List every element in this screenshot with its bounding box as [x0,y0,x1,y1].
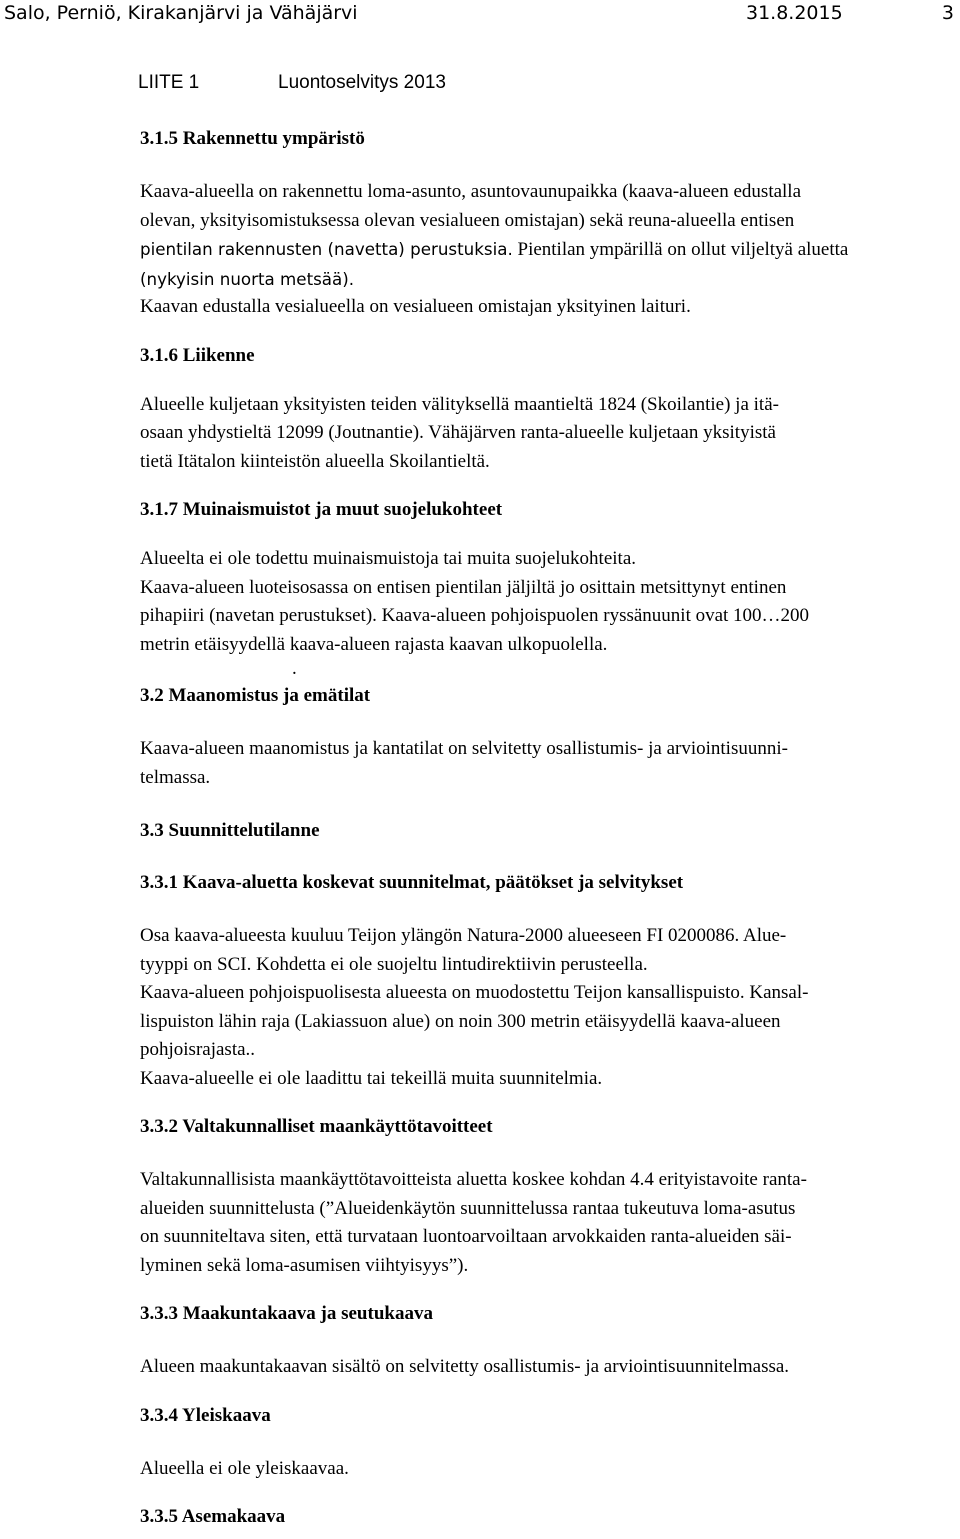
section-heading: 3.3.2 Valtakunnalliset maankäyttötavoitteet [140,1116,493,1137]
section-heading: 3.1.5 Rakennettu ympäristö [140,128,365,149]
section-heading: 3.3.1 Kaava-aluetta koskevat suunnitelmat, päätökset ja selvitykset [140,872,684,893]
section-heading: 3.1.6 Liikenne [140,344,255,366]
paragraph-line: Kaava-alueen maanomistus ja kantatilat on selvitetty osallistumis- ja arviointisuunni- [140,738,788,759]
paragraph-line: Kaavan edustalla vesialueella on vesialueen omistajan yksityinen laituri. [140,296,691,317]
section-heading: 3.3 Suunnittelutilanne [140,820,320,841]
line-part: Pientilan ympärillä on ollut viljeltyä aluetta [512,239,849,260]
paragraph-line: Kaava-alueella on rakennettu loma-asunto, asuntovaunupaikka (kaava-alueen edustalla [140,181,802,202]
section-3-3-2 [140,1114,940,1280]
paragraph-line: alueiden suunnittelusta (”Alueidenkäytön suunnittelussa rantaa tukeutuva loma-asutus [140,1197,796,1219]
paragraph-line [140,235,940,265]
section-3-3-4 [140,1403,940,1484]
section-heading: 3.2 Maanomistus ja emätilat [140,685,371,706]
paragraph-line: (nykyisin nuorta metsää). [140,268,355,289]
section-3-3-5 [140,1504,940,1530]
paragraph-line: Alueelle kuljetaan yksityisten teiden välityksellä maantieltä 1824 (Skoilantie) ja itä- [140,393,779,415]
paragraph-line: tietä Itätalon kiinteistön alueella Skoilantieltä. [140,450,490,472]
section-3-2 [140,683,940,792]
paragraph-line: Kaava-alueen luoteisosassa on entisen pientilan jäljiltä jo osittain metsittynyt entinen [140,576,787,598]
paragraph-line: telmassa. [140,766,211,788]
section-heading: 3.3.3 Maakuntakaava ja seutukaava [140,1303,433,1324]
document-title: Salo, Perniö, Kirakanjärvi ja Vähäjärvi [4,2,358,24]
paragraph-line: pihapiiri (navetan perustukset). Kaava-alueen pohjoispuolen ryssänuunit ovat 100…200 [140,605,810,626]
paragraph-line: Alueelta ei ole todettu muinaismuistoja tai muita suojelukohteita. [140,548,637,569]
section-3-3 [140,818,940,844]
section-3-3-1 [140,870,940,1093]
appendix-number: LIITE 1 [138,72,200,93]
paragraph-line [140,419,940,448]
document-body [140,126,940,1530]
paragraph-line: lispuiston lähin raja (Lakiassuon alue) on noin 300 metrin etäisyydellä kaava-alueen [140,1010,781,1032]
line-part: osaan yhdystieltä 12099 (Joutnantie). [140,422,424,443]
page-number: 3 [941,2,954,24]
paragraph-line: metrin etäisyydellä kaava-alueen rajasta kaavan ulkopuolella. [140,633,608,655]
paragraph-line: tyyppi on SCI. Kohdetta ei ole suojeltu lintudirektiivin perusteella. [140,953,648,975]
paragraph-line: olevan, yksityisomistuksessa olevan vesialueen omistajan) sekä reuna-alueella entisen [140,209,795,231]
line-part: pientilan rakennusten (navetta) perustuksia. [140,239,513,259]
paragraph-line: Valtakunnallisista maankäyttötavoitteista aluetta koskee kohdan 4.4 erityistavoite ranta- [140,1169,807,1190]
paragraph-line: Alueen maakuntakaavan sisältö on selvitetty osallistumis- ja arviointisuunnitelmassa. [140,1356,790,1377]
section-3-1-6 [140,343,940,477]
section-heading: 3.3.5 Asemakaava [140,1506,286,1527]
paragraph-line: on suunniteltava siten, että turvataan luontoarvoiltaan arvokkaiden ranta-alueiden säi- [140,1226,792,1247]
paragraph-line: lyminen sekä loma-asumisen viihtyisyys”). [140,1254,469,1276]
appendix-title: Luontoselvitys 2013 [278,72,446,93]
section-3-1-7 [140,497,940,683]
page-header [0,2,960,38]
section-3-3-3 [140,1301,940,1382]
document-date: 31.8.2015 [746,2,843,24]
section-heading: 3.1.7 Muinaismuistot ja muut suojelukohteet [140,499,503,520]
stray-dot: . [292,658,297,679]
paragraph-line: Kaava-alueelle ei ole laadittu tai tekeillä muita suunnitelmia. [140,1067,603,1089]
paragraph-line: pohjoisrajasta.. [140,1039,256,1060]
paragraph-line: Osa kaava-alueesta kuuluu Teijon ylängön Natura-2000 alueeseen FI 0200086. Alue- [140,925,787,946]
paragraph-line: Kaava-alueen pohjoispuolisesta alueesta on muodostettu Teijon kansallispuisto. Kansal- [140,982,809,1003]
paragraph-line: Alueella ei ole yleiskaavaa. [140,1457,349,1479]
section-heading: 3.3.4 Yleiskaava [140,1404,271,1426]
appendix-label [138,72,446,94]
line-part: Vähäjärven ranta-alueelle kuljetaan yksityistä [423,422,776,443]
section-3-1-5 [140,126,940,322]
